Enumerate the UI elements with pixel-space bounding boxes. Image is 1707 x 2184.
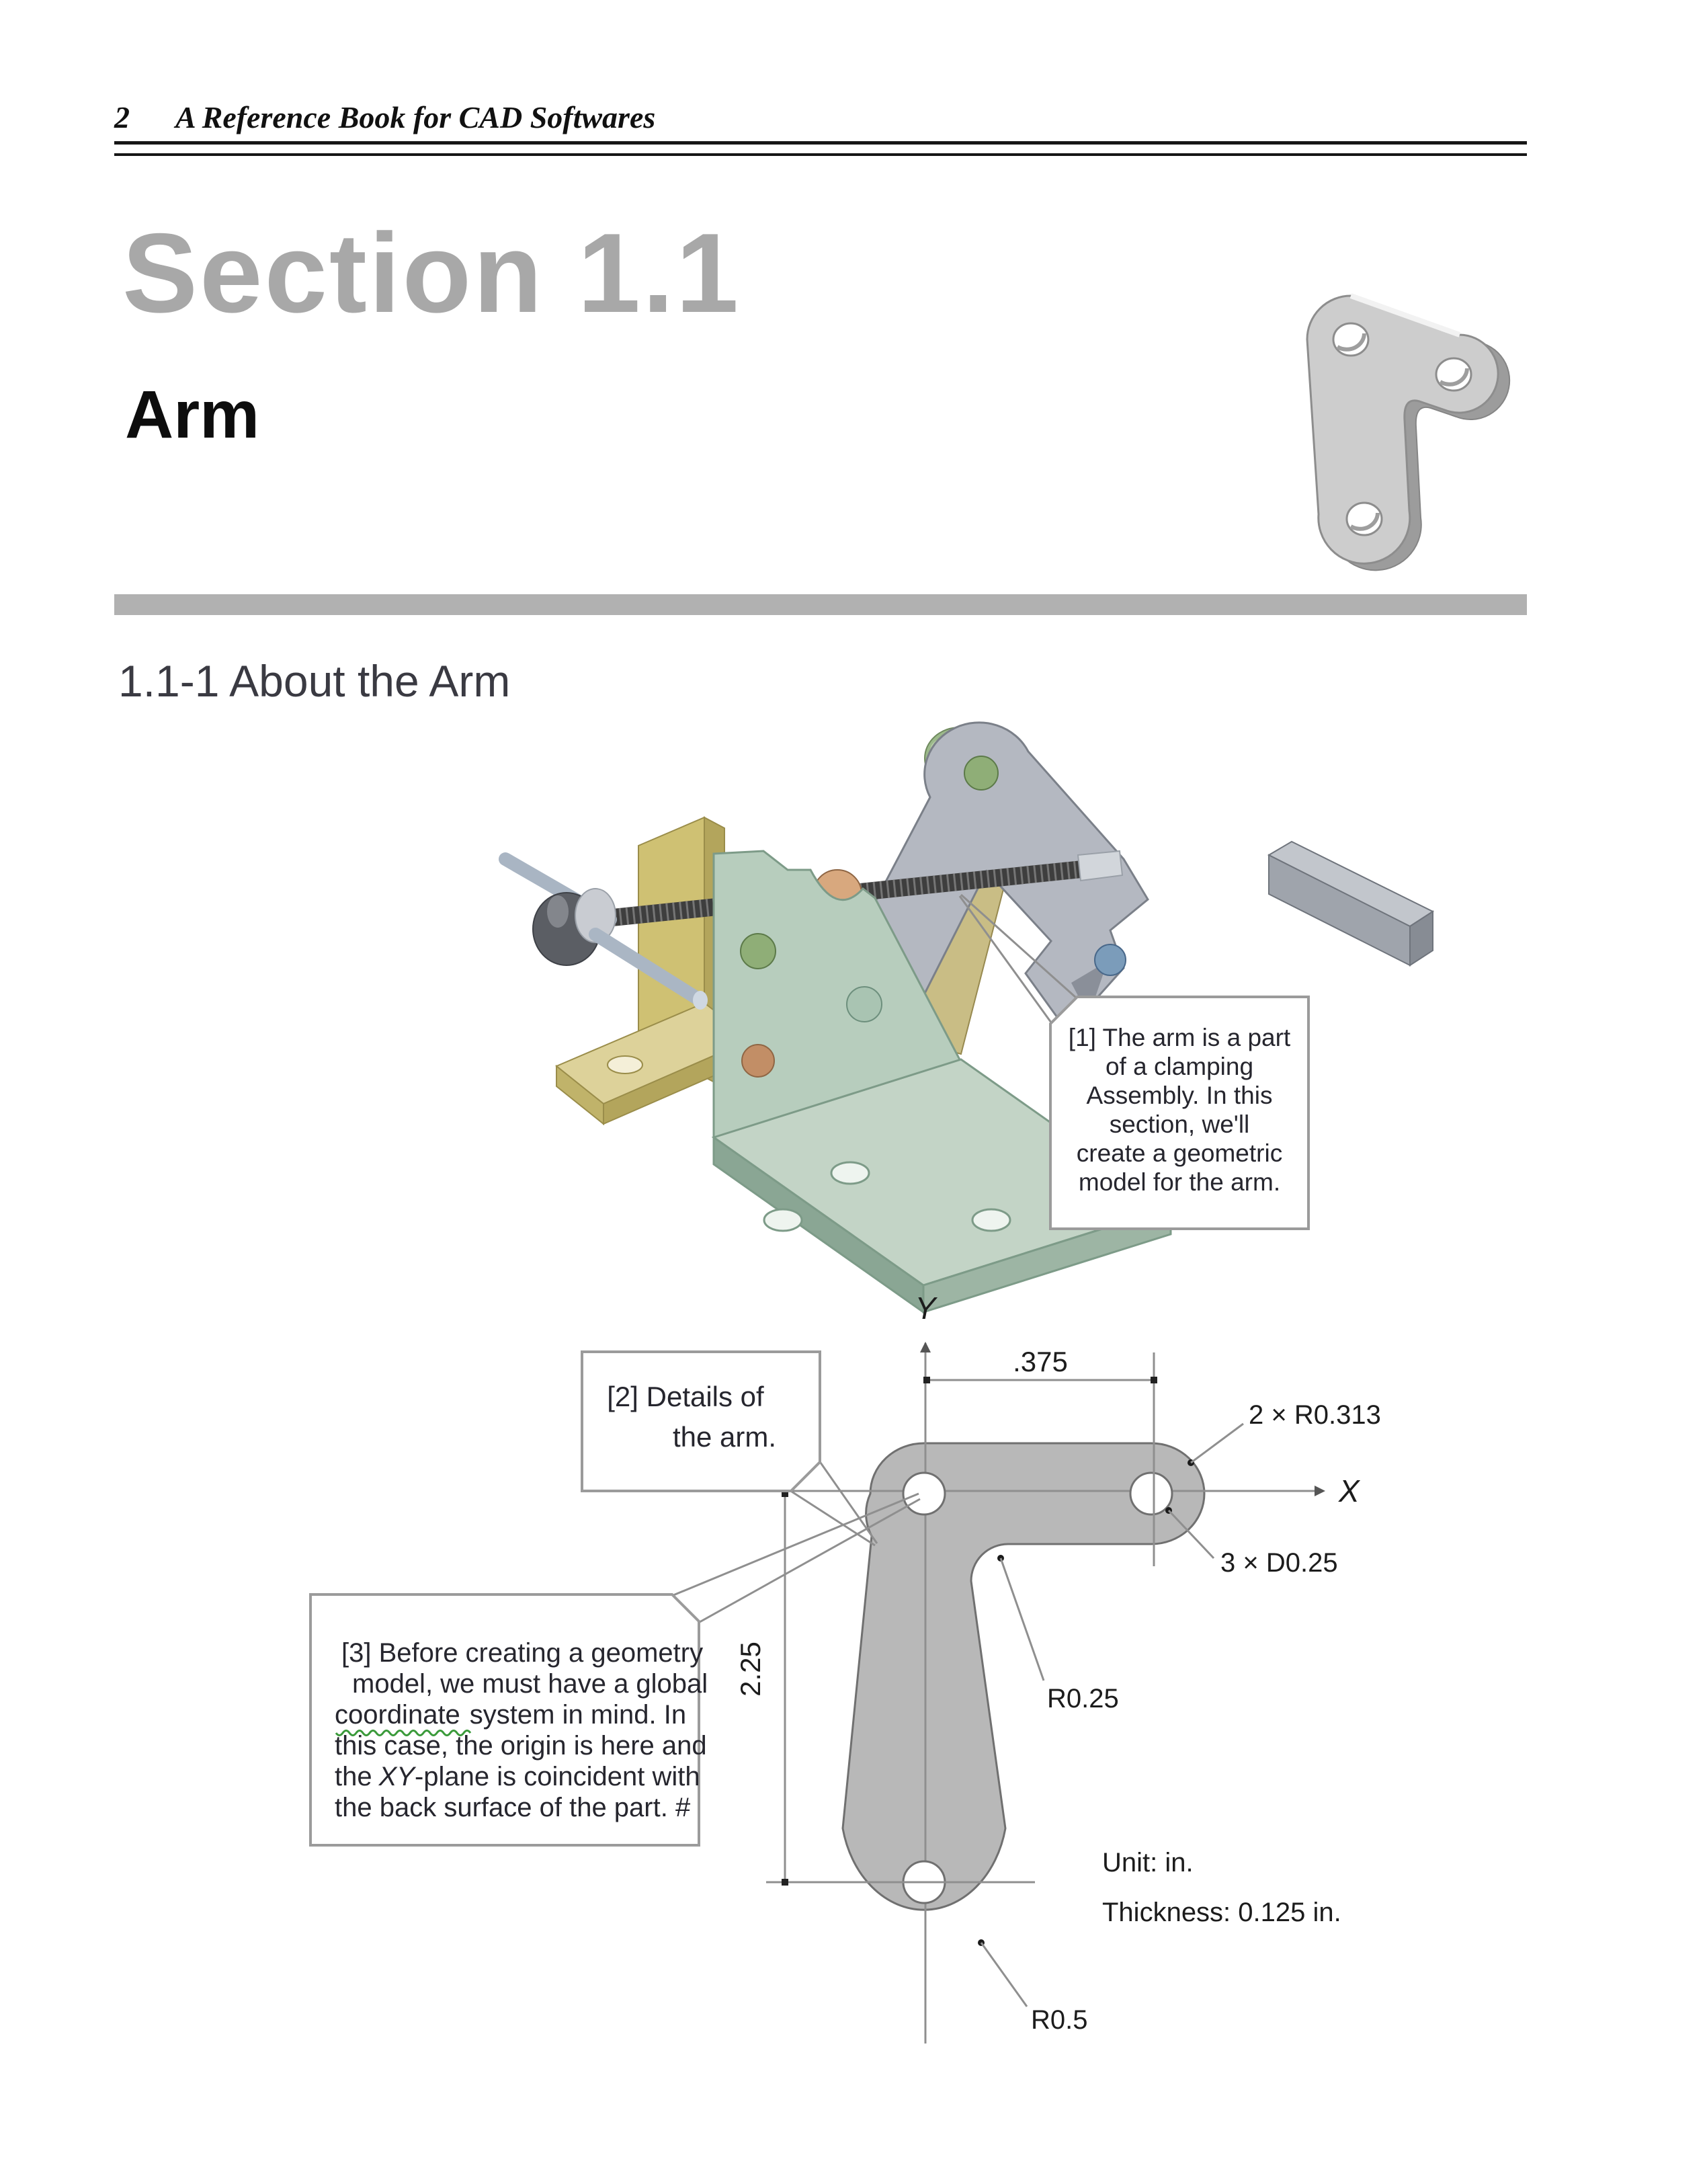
label-r313: 2 × R0.313 [1249,1400,1381,1430]
assembly-green-pin [964,756,998,790]
leader-r25 [997,1555,1119,1713]
y-axis-arrow [920,1342,931,1352]
callout-3-line [335,1700,686,1730]
callout-3-line: this case, the origin is here and [335,1731,707,1761]
callout-3-line-rest: system in mind. In [469,1700,687,1730]
assembly-blue-pin [1095,944,1126,975]
section-subtitle: Arm [125,377,260,452]
dim-225-label: 2.25 [735,1642,766,1697]
callout-3-line: model, we must have a global [352,1669,708,1699]
section-title: Section 1.1 [122,210,741,336]
plate-copper-pin [742,1045,774,1077]
section-divider-bar [114,594,1527,615]
page-number: 2 [114,100,130,134]
header-rule [114,141,1527,156]
callout-1-line: model for the arm. [1078,1168,1281,1196]
callout-2-line: [2] Details of [607,1381,764,1412]
callout-1-line: [1] The arm is a part [1068,1024,1291,1051]
callout-3-line: the back surface of the part. # [335,1793,691,1822]
label-d25: 3 × D0.25 [1220,1548,1338,1578]
callout-3 [310,1494,920,1845]
callout-1-line: of a clamping [1105,1053,1254,1080]
thickness-note: Thickness: 0.125 in. [1102,1898,1341,1927]
arm-part-thumbnail [1243,235,1552,571]
dim-375-label: .375 [1013,1346,1068,1377]
callout-1-line: section, we'll [1109,1110,1250,1138]
arm-part-3d-shape [1307,296,1509,570]
arm-drawing-figure [302,1277,1640,2117]
callout-2 [582,1352,877,1545]
subsection-heading: 1.1-1 About the Arm [118,656,511,706]
book-title: A Reference Book for CAD Softwares [175,100,656,134]
callout-1-line: Assembly. In this [1086,1082,1273,1109]
x-axis-arrow [1315,1486,1325,1496]
label-r25: R0.25 [1047,1684,1119,1713]
label-r5: R0.5 [1031,2005,1088,2035]
plate-teal-pin [847,987,882,1022]
x-axis-label: X [1339,1473,1360,1508]
clamp-assembly-figure [497,706,1438,1351]
callout-3-line: the XY-plane is coincident with [335,1762,700,1791]
hole-origin [903,1473,945,1514]
leader-r313 [1188,1400,1381,1466]
page-header [114,99,1529,135]
plate-green-pin [741,934,776,969]
callout-2-line: the arm. [672,1421,777,1453]
callout-3-xy-italic: XY [378,1762,415,1791]
callout-1-line: create a geometric [1076,1139,1283,1167]
hole-right [1130,1473,1172,1514]
leader-r5 [978,1939,1088,2035]
callout-3-line: [3] Before creating a geometry [341,1638,704,1668]
unit-note: Unit: in. [1102,1848,1194,1877]
assembly-bar [1269,842,1433,965]
y-axis-label: Y [915,1291,936,1326]
callout-3-word-coordinate: coordinate [335,1700,460,1730]
